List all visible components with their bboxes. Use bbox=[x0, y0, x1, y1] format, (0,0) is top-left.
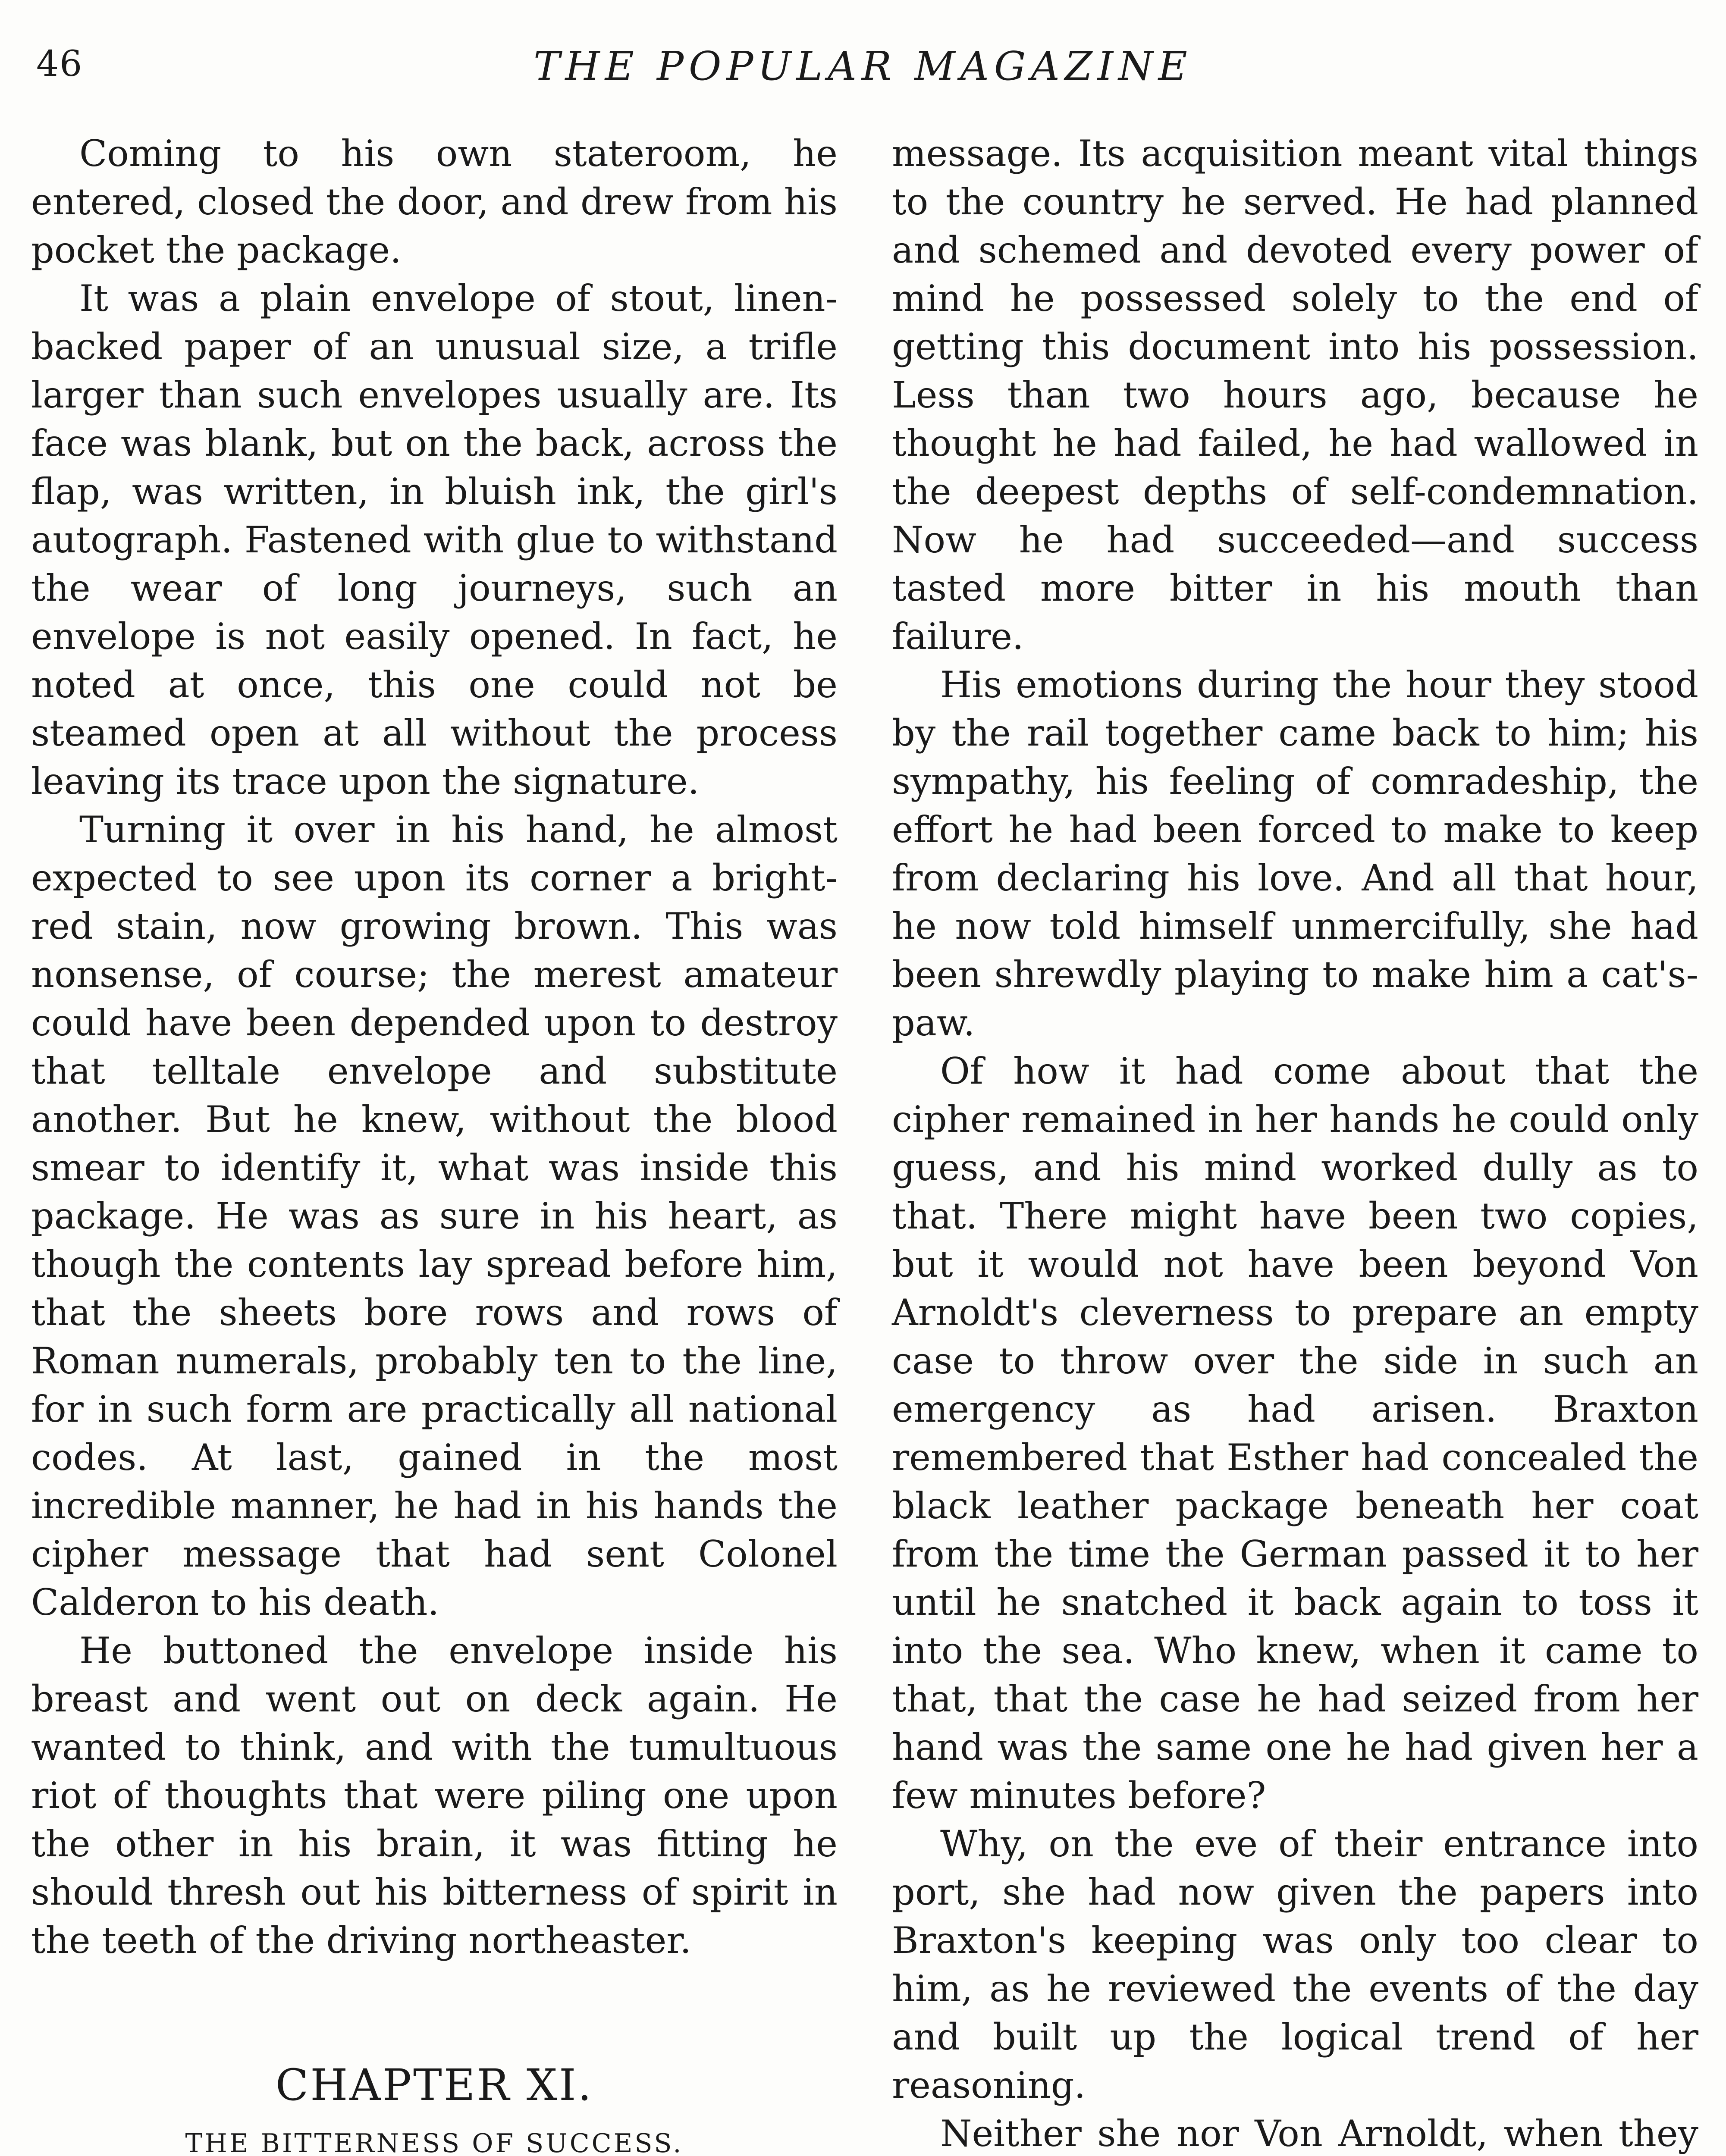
paragraph: Of how it had come about that the cipher remained in her hands he could only guess, and his mind worked dully as to that. There might have been two copies, but it would not have been beyond Von Arnoldt's cleverness to prepare an empty case to throw over the side in such an emergency as had arisen. Braxton remembered that Esther had concealed the black leather package beneath her coat from the time the German passed it to her until he snatched it back again to toss it into the sea. Who knew, when it came to that, that the case he had seized from her hand was the same one he had given her a few minutes before? bbox=[892, 1050, 1698, 1817]
paragraph: message. Its acquisition meant vital things to the country he served. He had planned and schemed and devoted every power of mind he possessed solely to the end of getting this document into his possession. Less than two hours ago, because he thought he had failed, he had wallowed in the deepest depths of self-condemnation. Now he had succeeded—and success tasted more bitter in his mouth than failure. bbox=[892, 132, 1698, 658]
paragraph: Coming to his own stateroom, he entered, closed the door, and drew from his pocket the package. bbox=[31, 132, 838, 271]
paragraph: He buttoned the envelope inside his breast and went out on deck again. He wanted to think, and with the tumultuous riot of thoughts that were piling one upon the other in his brain, it was fitting he should thresh out his bitterness of spirit in the teeth of the driving northeaster. bbox=[31, 1630, 838, 1962]
paragraph: Neither she nor Von Arnoldt, when they bbox=[940, 2112, 1698, 2155]
paragraph: Turning it over in his hand, he almost expected to see upon its corner a bright-red stain, now growing brown. This was nonsense, of course; the merest amateur could have been depended upon to destroy that telltale envelope and substitute another. But he knew, without the blood smear to identify it, what was inside this package. He was as sure in his heart, as though the contents lay spread before him, that the sheets bore rows and rows of Roman numerals, probably ten to the line, for in such form are practically all national codes. At last, gained in the most incredible manner, he had in his hands the cipher message that had sent Colonel Calderon to his death. bbox=[31, 808, 838, 1623]
paragraph: His emotions during the hour they stood by the rail together came back to him; his sympathy, his feeling of comradeship, the effort he had been forced to make to keep from declaring his love. And all that hour, he now told himself unmercifully, she had been shrewdly playing to make him a cat's-paw. bbox=[892, 664, 1698, 1044]
page-number: 46 bbox=[36, 44, 83, 85]
paragraph: Why, on the eve of their entrance into port, she had now given the papers into Braxton's keeping was only too clear to him, as he reviewed the events of the day and built up the logical trend of her reasoning. bbox=[892, 1823, 1698, 2106]
left-column bbox=[31, 129, 838, 2156]
running-title: THE POPULAR MAGAZINE bbox=[533, 43, 1193, 89]
paragraph: It was a plain envelope of stout, linen-backed paper of an unusual size, a trifle larger than such envelopes usually are. Its face was blank, but on the back, across the flap, was written, in bluish ink, the girl's autograph. Fastened with glue to withstand the wear of long journeys, such an envelope is not easily opened. In fact, he noted at once, this one could not be steamed open at all without the process leaving its trace upon the signature. bbox=[31, 277, 838, 802]
chapter-heading: CHAPTER XI. bbox=[275, 2060, 593, 2110]
chapter-subtitle: THE BITTERNESS OF SUCCESS. bbox=[185, 2128, 684, 2156]
right-column bbox=[892, 129, 1698, 2156]
